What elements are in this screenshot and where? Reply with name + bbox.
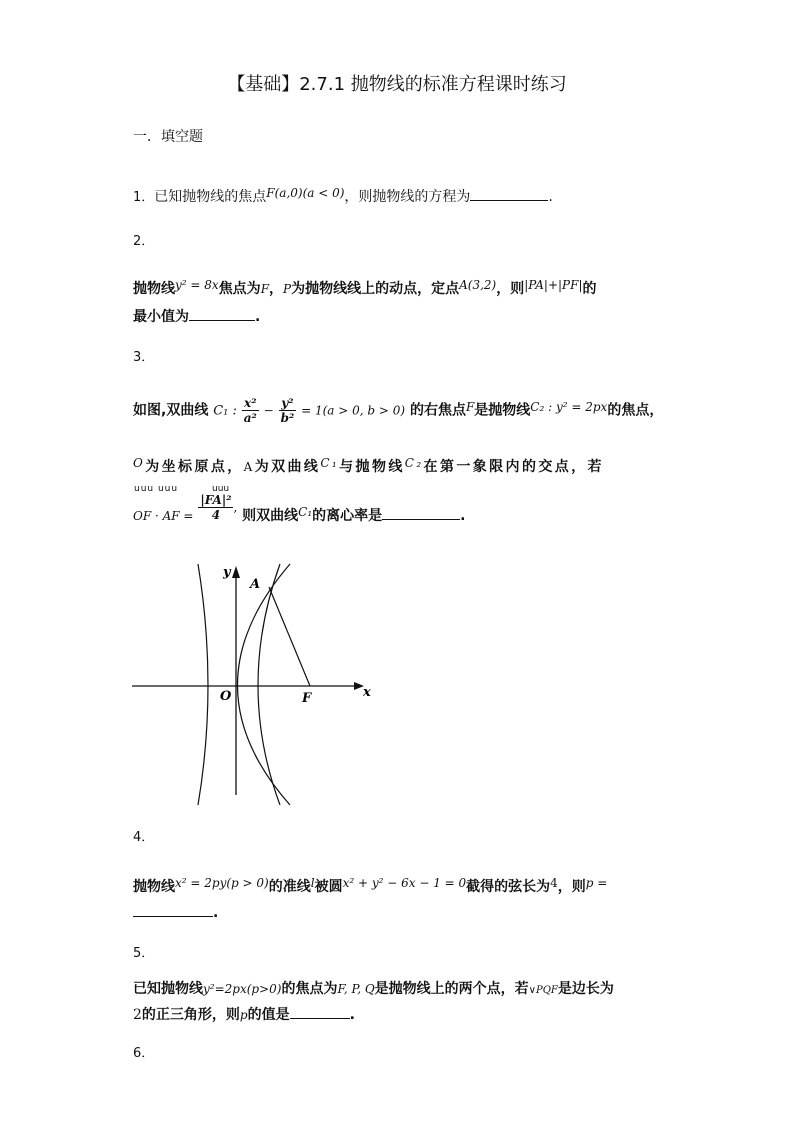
question-5 — [133, 978, 614, 998]
question-text: 已知抛物线 — [133, 981, 203, 997]
math-expression: C₁ — [298, 504, 313, 519]
question-text: 2 — [133, 1007, 142, 1023]
math-operator: , — [233, 500, 238, 515]
label-o: O — [220, 689, 232, 704]
math-expression: |PA|+|PF| — [524, 278, 583, 292]
question-text: ， — [269, 281, 284, 297]
math-expression: 4 — [550, 876, 558, 890]
math-expression: F, P, Q — [337, 982, 375, 996]
hyperbola-right-branch — [258, 564, 280, 805]
label-y: y — [223, 565, 231, 580]
question-text: 是边长为 — [557, 981, 614, 997]
question-2-line-2 — [133, 306, 260, 326]
question-text: . — [213, 905, 219, 921]
question-number: 4． — [133, 830, 155, 845]
math-expression: = 1(a > 0, b > 0) — [301, 403, 406, 418]
math-expression: l — [310, 876, 315, 890]
section-heading: 一．填空题 — [133, 129, 203, 145]
question-text: 截得的弦长为 — [466, 879, 551, 895]
question-number: 6． — [133, 1046, 155, 1061]
fraction: $\frac{\text{y²}}{\text{b²}}$ — [280, 396, 295, 425]
question-text: 的离心率是 — [312, 507, 383, 524]
question-text: 的焦点为 — [281, 981, 338, 997]
math-operator: − — [263, 403, 274, 418]
question-text: 被圆 — [314, 879, 343, 895]
math-expression: ∨PQF — [528, 985, 558, 996]
math-expression: F — [465, 399, 475, 414]
math-expression: A(3,2) — [459, 278, 497, 292]
question-text: 的 — [582, 281, 597, 297]
question-text: 是抛物线上的两个点，若 — [374, 981, 529, 997]
question-number: 3． — [133, 350, 155, 365]
question-text: 的正三角形，则 — [141, 1007, 240, 1023]
question-3-line-2 — [133, 456, 604, 476]
question-2 — [133, 278, 596, 298]
question-5-line-2 — [133, 1004, 355, 1024]
answer-blank — [382, 507, 460, 520]
question-4 — [133, 876, 607, 896]
math-expression: x² + y² − 6x − 1 = 0 — [342, 876, 467, 890]
question-text: ，则 — [557, 879, 586, 895]
math-expression: y² = 8x — [175, 278, 219, 292]
question-text: 的右焦点 — [409, 402, 466, 419]
math-expression: p = — [585, 876, 608, 890]
fraction: $\frac{\text{x²}}{\text{a²}}$ — [243, 396, 257, 425]
math-expression: y²=2px(p>0) — [203, 982, 282, 996]
page-title: 【基础】2.7.1 抛物线的标准方程课时练习 — [227, 74, 567, 95]
math-expression: x² = 2py(p > 0) — [175, 876, 269, 890]
question-text: 的值是 — [247, 1007, 290, 1023]
question-text: 抛物线 — [133, 281, 175, 297]
question-4-line-2 — [133, 904, 218, 921]
question-text: . — [349, 1007, 355, 1023]
vector-marks: uuu — [212, 484, 230, 494]
vector-marks: uuu uuu — [134, 484, 179, 494]
question-text: 为抛物线线上的动点，定点 — [291, 281, 460, 297]
question-text: ，则 — [496, 281, 525, 297]
question-text: 与抛物线 — [339, 459, 405, 475]
question-number: 1． — [133, 190, 155, 205]
question-text: 在第一象限内的交点，若 — [423, 459, 604, 475]
hyperbola-left-branch — [198, 564, 208, 805]
label-x: x — [363, 685, 371, 700]
question-text: . — [460, 507, 466, 524]
question-text: ，则抛物线的方程为 — [344, 189, 471, 205]
question-text: . — [548, 189, 553, 205]
question-text: 为双曲线 — [254, 459, 321, 475]
question-3-line-3 — [133, 493, 466, 522]
question-number: 2． — [133, 234, 155, 249]
math-expression: F — [260, 282, 270, 296]
label-a: A — [250, 577, 261, 592]
math-expression: p — [239, 1008, 248, 1022]
question-text: 的焦点， — [607, 402, 664, 419]
answer-blank — [470, 188, 548, 201]
question-text: 的准线 — [268, 879, 311, 895]
math-expression: C₂ : y² = 2px — [530, 399, 608, 414]
math-expression: F(a,0)(a < 0) — [266, 186, 345, 200]
math-expression: C₂ — [404, 456, 424, 470]
segment-af — [269, 587, 310, 686]
fraction: $\frac{\text{|FA|²}}{4}$ — [200, 493, 232, 522]
question-text: 如图,双曲线 — [133, 402, 209, 419]
math-expression: C₁ — [320, 456, 340, 470]
answer-blank — [133, 904, 213, 917]
question-text: 是抛物线 — [474, 402, 531, 419]
math-expression: C₁ : — [213, 403, 237, 419]
answer-blank — [290, 1006, 350, 1019]
question-text: . — [255, 309, 261, 325]
question-text: 则双曲线 — [242, 507, 299, 524]
question-text: 为坐标原点， — [145, 459, 244, 475]
question-text: 抛物线 — [133, 879, 175, 895]
question-text: 已知抛物线的焦点 — [154, 189, 267, 205]
label-f: F — [302, 691, 312, 706]
question-text: 焦点为 — [218, 281, 261, 297]
hyperbola-parabola-figure — [130, 560, 380, 805]
question-number: 5． — [133, 946, 155, 961]
math-expression: P — [283, 282, 292, 296]
question-3 — [133, 396, 663, 426]
question-text: A — [243, 460, 255, 474]
math-expression: OF · AF = — [133, 508, 194, 523]
question-text: 最小值为 — [133, 309, 189, 325]
math-expression: O — [133, 456, 146, 470]
parabola-curve — [238, 564, 291, 805]
question-1 — [133, 186, 553, 206]
y-axis-arrow — [232, 566, 240, 578]
answer-blank — [189, 308, 255, 321]
